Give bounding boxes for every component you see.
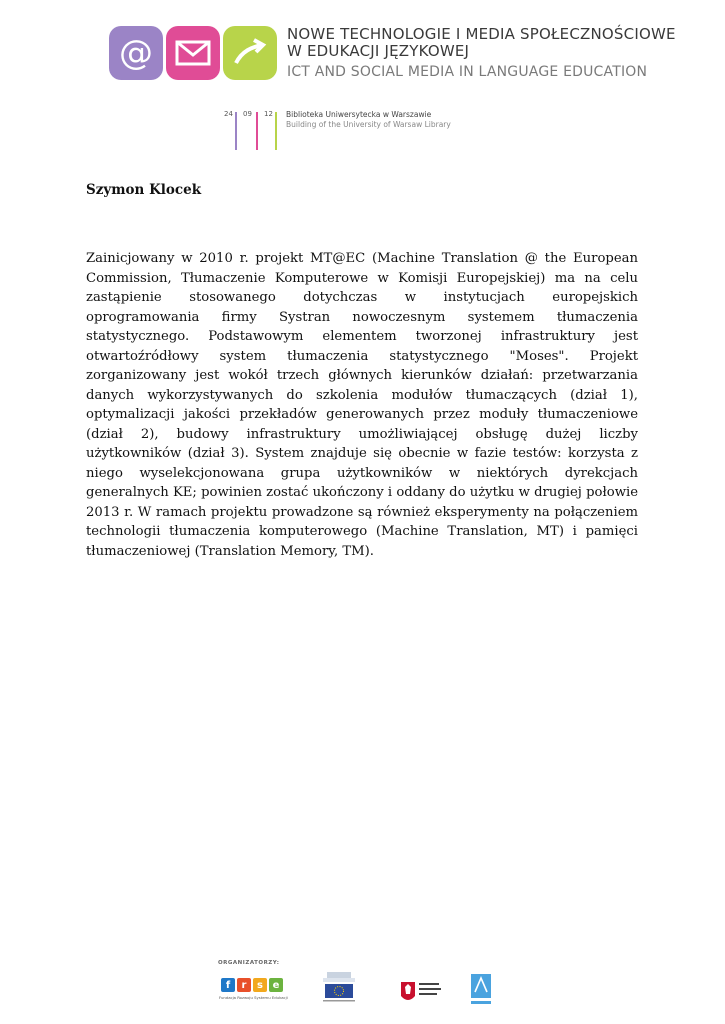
european-commission-logo [313,972,365,1006]
venue-pl: Biblioteka Uniwersytecka w Warszawie [286,110,432,119]
frse-letter: e [269,978,283,992]
date-day: 24 [224,110,233,118]
conference-logo [109,26,277,80]
organizers-footer [215,960,505,1010]
title-pl-line2: W EDUKACJI JĘZYKOWEJ [287,42,470,60]
conference-title [287,26,707,81]
frse-letter: f [221,978,235,992]
title-en: ICT AND SOCIAL MEDIA IN LANGUAGE EDUCATION [287,64,648,80]
date-divider-purple [235,112,237,150]
frse-letter: s [253,978,267,992]
svg-text:@: @ [119,33,153,73]
date-year: 12 [264,110,273,118]
frse-letter: r [237,978,251,992]
frse-logo [221,978,283,992]
arrow-icon [223,26,277,80]
author-name: Szymon Klocek [86,182,202,198]
venue-en: Building of the University of Warsaw Library [286,120,451,129]
warsaw-city-logo [399,978,445,1008]
eunic-logo [469,974,493,1010]
date-divider-green [275,112,277,150]
date-divider-pink [256,112,258,150]
envelope-icon [166,26,220,80]
venue [286,110,451,130]
abstract-body: Zainicjowany w 2010 r. projekt MT@EC (Machine Translation @ the European Commission, Tłumaczenie Komputerowe w Komisji Europejskiej) ma na celu zastąpienie stosowanego dotychczas w instytucjach europejskich oprogramowania firmy Systran nowoczesnym systemem tłumaczenia statystycznego. Podstawowym elementem tworzonej infrastruktury jest otwartoźródłowy system tłumaczenia statystycznego "Moses". Projekt zorganizowany jest wokół trzech głównych kierunków działań: przetwarzania danych wykorzystywanych do szkolenia modułów tłumaczących (dział 1), optymalizacji jakości przekładów generowanych przez moduły tłumaczeniowe (dział 2), budowy infrastruktury umożliwiającej obsługę dużej liczby użytkowników (dział 3). System znajduje się obecnie w fazie testów: korzysta z niego wyselekcjonowana grupa użytkowników w niektórych dyrekcjach generalnych KE; powinien zostać ukończony i oddany do użytku w drugiej połowie 2013 r. W ramach projektu prowadzone są również eksperymenty na połączeniem technologii tłumaczenia komputerowego (Machine Translation, MT) i pamięci tłumaczeniowej (Translation Memory, TM). [86,251,638,559]
at-sign-icon [109,26,163,80]
frse-subtitle: Fundacja Rozwoju Systemu Edukacji [219,995,288,1000]
organizers-label: ORGANIZATORZY: [218,960,280,966]
date-month: 09 [243,110,252,118]
title-pl-line1: NOWE TECHNOLOGIE I MEDIA SPOŁECZNOŚCIOWE [287,25,676,43]
